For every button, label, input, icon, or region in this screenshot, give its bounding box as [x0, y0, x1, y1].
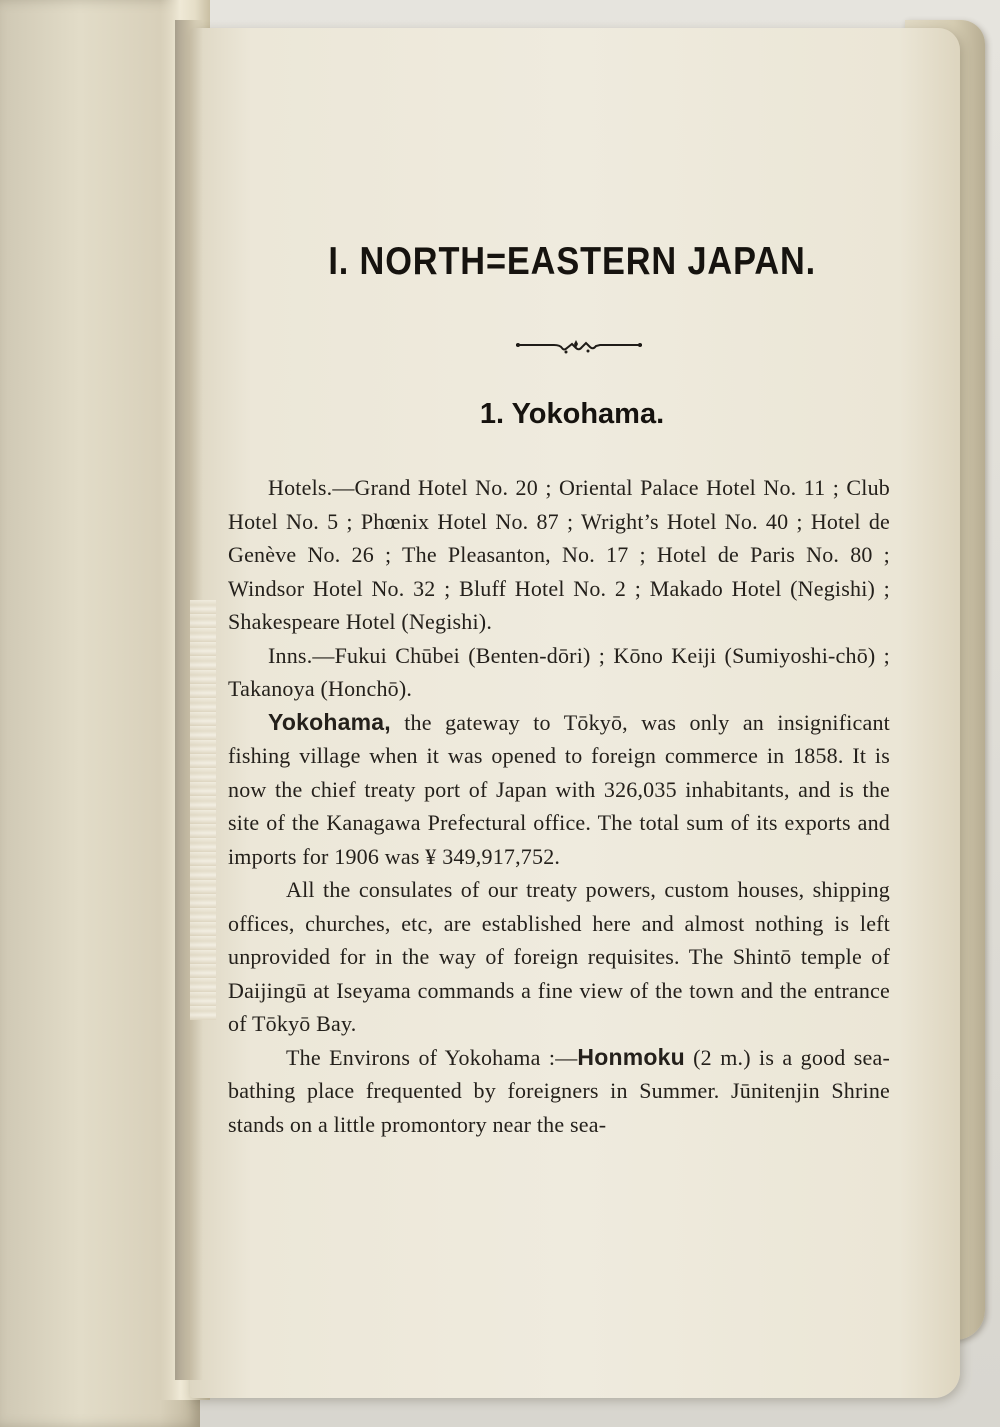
torn-page-edge	[190, 600, 216, 1020]
consulates-paragraph: All the consulates of our treaty powers, custom houses, shipping offices, churches, etc, are established here and almost nothing is left unprovided for in the way of foreign requisites. The Shintō temple of Daijingū at Iseyama commands a fine view of the town and the entrance of Tōkyō Bay.	[228, 877, 890, 1036]
environs-lead: The Environs of Yokohama :—	[286, 1044, 578, 1070]
body-text	[228, 471, 890, 1141]
hotels-paragraph: Hotels.—Grand Hotel No. 20 ; Oriental Palace Hotel No. 11 ; Club Hotel No. 5 ; Phœnix Hotel No. 87 ; Wright’s Hotel No. 40 ; Hotel de Genève No. 26 ; The Pleasanton, No. 17 ; Hotel de Paris No. 80 ; Windsor Hotel No. 32 ; Bluff Hotel No. 2 ; Makado Hotel (Negishi) ; Shakespeare Hotel (Negishi).	[228, 475, 890, 634]
decorative-rule-ornament-icon	[474, 336, 644, 356]
inns-paragraph: Inns.—Fukui Chūbei (Benten-dōri) ; Kōno Keiji (Sumiyoshi-chō) ; Takanoya (Honchō).	[228, 642, 890, 701]
part-title: I. NORTH=EASTERN JAPAN.	[328, 240, 817, 283]
yokohama-paragraph	[228, 706, 890, 874]
yokohama-text: the gateway to Tōkyō, was only an insignificant fishing village when it was opened to foreign commerce in 1858. It is now the chief treaty port of Japan with 326,035 inhabitants, and is the site of the Kanagawa Prefectural office. The total sum of its exports and imports for 1906 was ¥ 349,917,752.	[228, 709, 890, 869]
chapter-title: 1. Yokohama.	[479, 398, 665, 430]
environs-paragraph	[228, 1041, 890, 1142]
yokohama-term: Yokohama,	[268, 708, 391, 735]
page-content	[228, 240, 890, 1141]
honmoku-term: Honmoku	[577, 1043, 685, 1070]
environs-text: (2 m.) is a good sea-bathing place frequented by foreigners in Summer. Jūnitenjin Shrine stands on a little promontory near the sea-	[228, 1044, 890, 1137]
